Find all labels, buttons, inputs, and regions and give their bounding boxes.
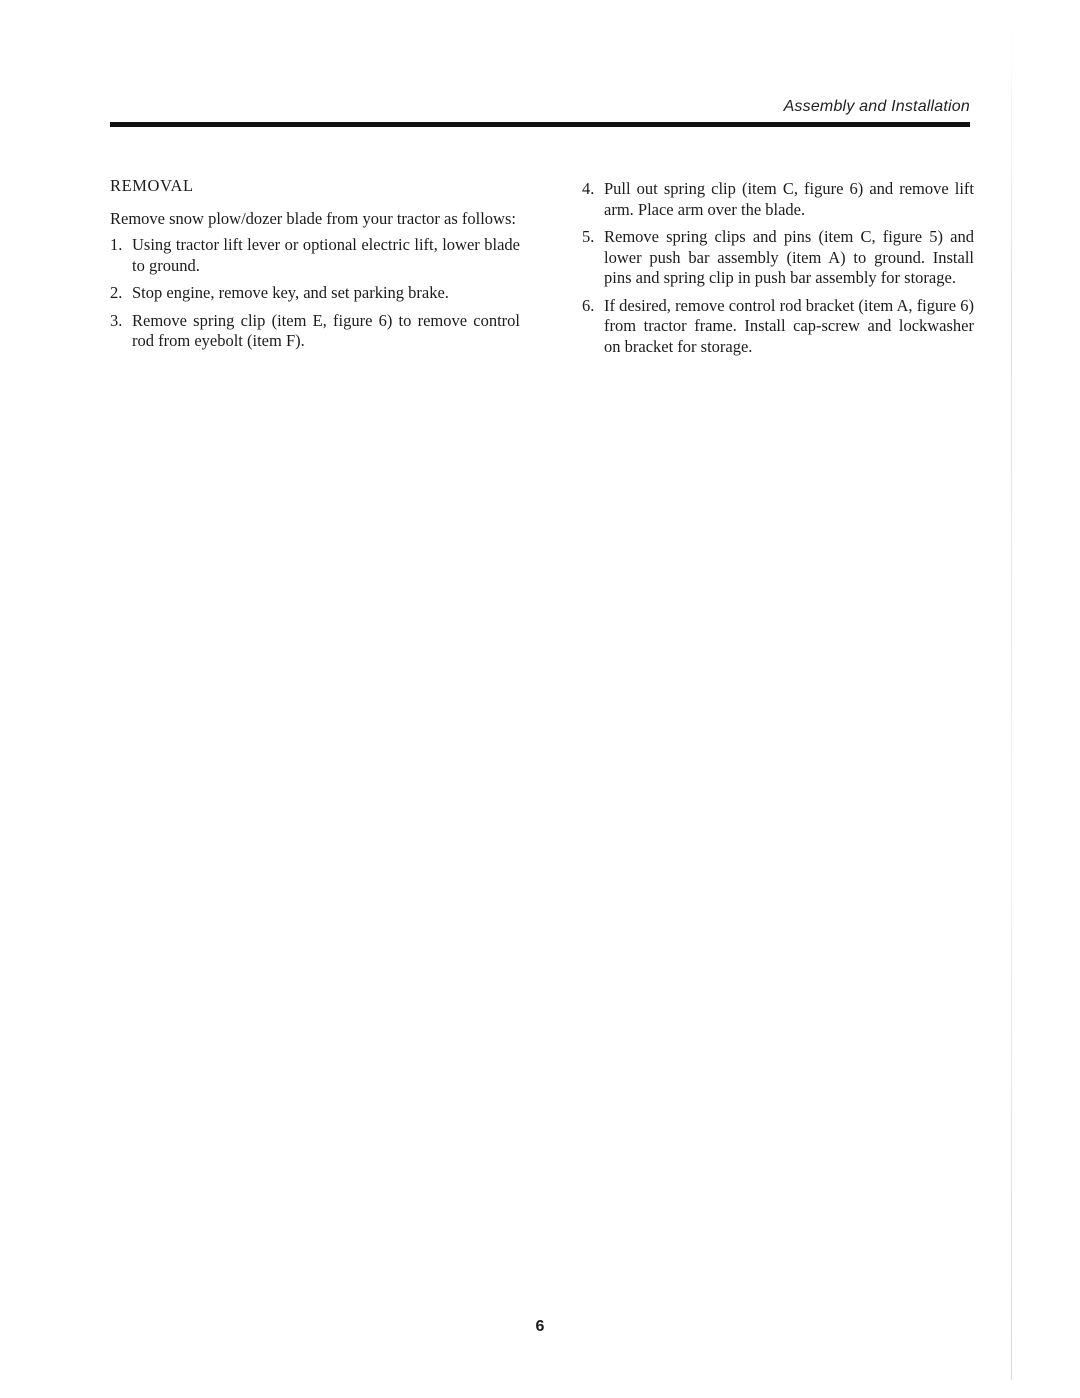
step-text: Pull out spring clip (item C, figure 6) and remove lift arm. Place arm over the blade. <box>604 179 974 219</box>
intro-paragraph: Remove snow plow/dozer blade from your tractor as follows: <box>110 208 516 228</box>
list-item <box>110 235 520 276</box>
step-number: 5. <box>582 227 595 246</box>
removal-steps-right <box>582 179 974 357</box>
step-number: 1. <box>110 235 123 254</box>
step-number: 2. <box>110 283 123 302</box>
step-number: 6. <box>582 295 595 315</box>
running-header-title: Assembly and Installation <box>783 98 970 115</box>
list-item <box>582 227 974 289</box>
left-column <box>110 176 520 359</box>
list-item <box>582 296 974 358</box>
removal-steps-left <box>110 235 520 352</box>
list-item <box>110 283 520 304</box>
step-text: Remove spring clip (item E, figure 6) to remove control rod from eyebolt (item F). <box>132 310 520 350</box>
section-heading: REMOVAL <box>110 176 194 195</box>
step-text: Remove spring clips and pins (item C, figure 5) and lower push bar assembly (item A) to ground. Install pins and spring clip in push bar assembly for storage. <box>604 227 974 287</box>
page-number: 6 <box>535 1318 545 1335</box>
right-column <box>582 179 974 364</box>
list-item <box>110 311 520 352</box>
step-text: Using tractor lift lever or optional electric lift, lower blade to ground. <box>132 235 520 275</box>
scan-edge-line <box>1011 20 1012 1380</box>
list-item <box>582 179 974 220</box>
step-number: 4. <box>582 179 595 198</box>
step-text: Stop engine, remove key, and set parking brake. <box>132 283 449 302</box>
header-rule <box>110 122 970 127</box>
step-number: 3. <box>110 310 123 330</box>
step-text: If desired, remove control rod bracket (item A, figure 6) from tractor frame. Install cap-screw and lockwasher on bracket for storage. <box>604 295 974 356</box>
